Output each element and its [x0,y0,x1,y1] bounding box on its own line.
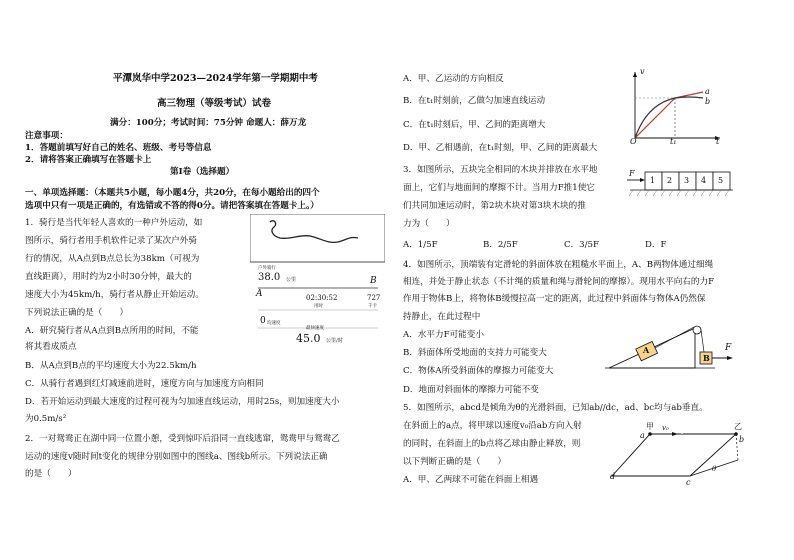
exam-title: 平潭岚华中学2023—2024学年第一学期期中考 [113,73,318,84]
max-speed-label: 最快速度 [306,326,324,331]
point-a-label: a [640,431,645,440]
cycling-app-figure [250,214,385,348]
incline-diagram [605,318,745,378]
q4-line: 相连，并处于静止状态（不计绳的质量和绳与滑轮间的摩擦）。现用水平向右的力F [403,277,715,287]
q3-option-d: D．F [645,240,667,250]
block-label: 1 [650,176,656,185]
q1-option-d: D．若开始运动到最大速度的过程可视为匀加速直线运动，用时25s，则加速度大小 [25,397,340,407]
q3-line: 们共同加速运动时，第2块木块对第3块木块的推 [403,201,586,211]
q3-line: 3．如图所示，五块完全相同的木块并排放在水平地 [403,165,598,175]
block-label: 5 [718,176,724,185]
block-label: 3 [684,176,690,185]
velocity-time-graph [625,68,725,148]
t-axis-label: t [716,137,720,146]
point-c-label: c [686,478,691,487]
q4-option-c: C．物体A所受斜面体的摩擦力可能变大 [403,366,554,376]
distance-value: 38.0 [258,272,281,283]
q1-option-a: A．研究骑行者从A点到B点所用的时间，不能 [25,326,199,336]
line-a-label: a [705,87,710,96]
q2-line: 的是（ ） [25,469,77,479]
t1-label: t₁ [670,137,677,146]
exam-subtitle: 高三物理（等级考试）试卷 [157,98,272,109]
q5-line: 在斜面上的a点，将甲球以速度v₀沿ab方向入射 [403,421,582,431]
avg-speed-label: 均速度 [267,321,281,326]
q1-option-a-cont: 将其看成质点 [25,342,77,352]
part1-heading-2: 选项中只有一项是正确的，有选错或不答的得0分。请把答案填在答题卡上。） [25,201,319,211]
q1-line: 图所示，骑行者用手机软件记录了某次户外骑 [25,236,197,246]
note-1: 1．答题前填写好自己的姓名、班级、考号等信息 [25,143,212,153]
q1-option-c: C．从骑行者遇到红灯减速前进时，速度方向与加速度方向相同 [25,379,264,389]
label-distance: 户外骑行 [258,266,276,271]
q2-line: 运动的速度v随时间t变化的规律分别如图中的图线a、图线b所示。下列说法正确 [25,452,328,462]
q1-line: 速度大小为45km/h，骑行者从静止开始运动。 [25,290,204,300]
duration-value: 02:30:52 [306,294,338,302]
notes-title: 注意事项： [25,131,68,141]
q3-line: 力为（ ） [403,219,455,229]
five-blocks-figure [625,168,735,208]
force-f-label: F [725,343,732,353]
q1-line: 直线距离），用时约为2小时30分钟，最大的 [25,272,192,282]
block-label: 4 [701,176,707,185]
force-f-label: F [629,169,635,178]
q1-option-d-cont: 为0.5m/s² [25,414,67,424]
q1-line: 1．骑行是当代年轻人喜欢的一种户外运动，如 [25,218,203,228]
q3-line: 面上，它们与地面间的摩擦不计。当用力F推1使它 [403,183,595,193]
point-a-label: A [256,289,263,299]
q1-line: 下列说法正确的是（ ） [25,308,129,318]
slope-abcd-figure [610,420,750,490]
max-speed-unit: 公里/时 [326,338,343,344]
calorie-value: 727 [367,294,381,302]
q4-line: 持静止，在此过程中 [403,312,481,322]
q2-option-c: C．在t₁时刻后，甲、乙间的距离增大 [403,120,546,130]
q5-line: 的同时，在斜面上的b点将乙球由静止释放，则 [403,439,581,449]
point-d-label: d [610,472,616,481]
part1-heading: 一、单项选择题：（本题共5小题，每小题4分，共20分，在每小题给出的四个 [25,188,320,198]
point-b-label: B [370,276,377,286]
velocity-v0-label: v₀ [662,424,669,432]
max-speed-value: 45.0 [296,332,321,345]
blocks-diagram [625,168,735,208]
note-2: 2．请将答案正确填写在答题卡上 [25,155,152,165]
ball-yi-label: 乙 [734,422,742,431]
q1-option-b: B．从A点到B点的平均速度大小为22.5km/h [25,361,197,371]
exam-meta: 满分：100分；考试时间：75分钟 命题人：薛万龙 [110,118,307,128]
point-b-label: b [739,435,745,444]
q2-line: 2．一对鸳鸯正在湖中同一位置小憩，受到惊吓后沿同一直线逃窜，鸳鸯甲与鸳鸯乙 [25,434,340,444]
q2-option-b: B．在t₁时刻前，乙做匀加速直线运动 [403,96,546,106]
q5-line: 以下判断正确的是（ ） [403,457,507,467]
q2-option-d: D．甲、乙相遇前，在t₁时刻，甲、乙间的距离最大 [403,143,598,153]
q4-option-b: B．斜面体所受地面的支持力可能变大 [403,348,547,358]
q4-line: 4．如图所示，顶端装有定滑轮的斜面体放在粗糙水平面上，A、B两物体通过细绳 [403,260,714,270]
duration-label: 用时 [314,304,323,309]
block-b-label: B [703,353,710,363]
q4-option-a: A．水平力F可能变小 [403,330,484,340]
q4-line: 作用于物体B上，将物体B缓慢拉高一定的距离，此过程中斜面体与物体A仍然保 [403,294,706,304]
block-a-label: A [643,345,650,355]
slope-diagram [610,420,750,490]
avg-speed-value: 0 [260,316,266,326]
origin-label: O [630,137,637,146]
q1-line: 行的情况，从A点到B点总长为38km（可视为 [25,254,200,264]
q5-line: 5．如图所示，abcd是倾角为θ的光滑斜面，已知ab//dc，ad、bc均与ab垂直。 [403,403,708,413]
q4-option-d: D．地面对斜面体的摩擦力可能不变 [403,385,539,395]
q3-option-c: C．3/5F [564,240,599,250]
q5-option-a: A．甲、乙两球不可能在斜面上相遇 [403,475,539,485]
incline-pulley-figure [605,318,745,378]
ball-jia-label: 甲 [646,422,654,431]
calorie-label: 千卡 [368,304,377,309]
v-axis-label: v [640,67,645,76]
q3-option-a: A．1/5F [403,240,438,250]
distance-unit: 公里 [286,277,297,283]
angle-theta-label: θ [712,465,717,473]
q2-option-a: A．甲、乙运动的方向相反 [403,74,504,84]
line-b-label: b [705,97,711,106]
volume-title: 第I卷（选择题） [170,167,235,177]
block-label: 2 [667,176,673,185]
q3-option-b: B．2/5F [483,240,518,250]
